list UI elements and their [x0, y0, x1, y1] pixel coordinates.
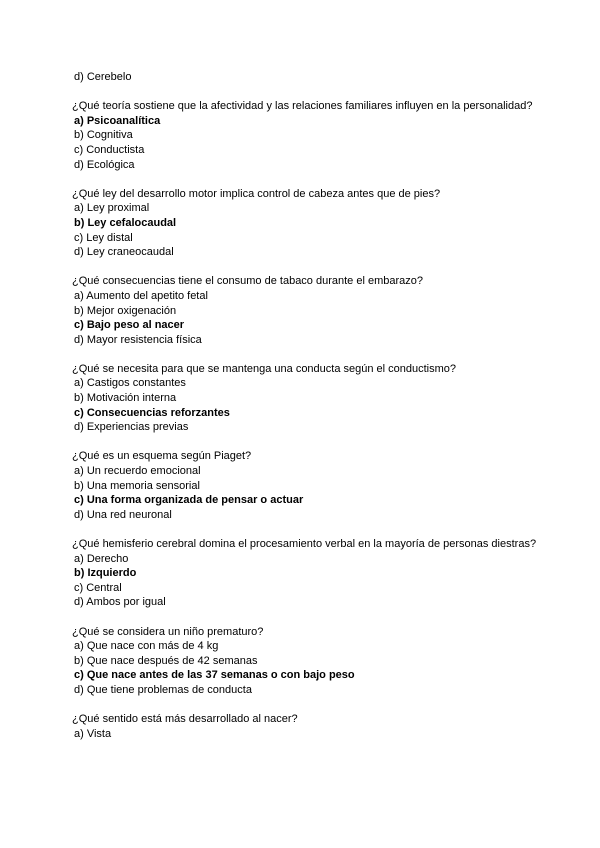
option-b: b) Que nace después de 42 semanas	[74, 654, 258, 667]
question-block-5	[72, 449, 542, 522]
option-d: d) Cerebelo	[74, 71, 132, 83]
option-a: a) Derecho	[74, 552, 129, 565]
option-b: b) Mejor oxigenación	[74, 304, 177, 317]
question-block-8	[72, 712, 542, 741]
question-list	[72, 70, 542, 741]
option-b: b) Izquierdo	[74, 567, 137, 580]
question-block-0	[72, 70, 542, 85]
question-block-2	[72, 187, 542, 260]
option-b: b) Una memoria sensorial	[74, 479, 200, 492]
option-d: d) Ambos por igual	[74, 596, 166, 609]
option-a: a) Un recuerdo emocional	[74, 465, 201, 478]
question-block-3	[72, 274, 542, 347]
option-c: c) Consecuencias reforzantes	[74, 406, 230, 419]
option-a: a) Ley proximal	[74, 202, 150, 215]
question-text: ¿Qué teoría sostiene que la afectividad y las relaciones familiares influyen en la personalidad?	[72, 100, 533, 113]
option-b: b) Motivación interna	[74, 392, 177, 405]
option-d: d) Mayor resistencia física	[74, 333, 202, 346]
option-b: b) Ley cefalocaudal	[74, 216, 177, 229]
option-d: d) Ley craneocaudal	[74, 246, 174, 259]
option-a: a) Aumento del apetito fetal	[74, 289, 208, 302]
option-d: d) Experiencias previas	[74, 421, 189, 434]
option-a: a) Psicoanalítica	[74, 114, 161, 127]
option-b: b) Cognitiva	[74, 129, 133, 142]
option-c: c) Bajo peso al nacer	[74, 319, 185, 332]
option-d: d) Una red neuronal	[74, 508, 172, 521]
option-a: a) Que nace con más de 4 kg	[74, 640, 219, 653]
question-text: ¿Qué ley del desarrollo motor implica control de cabeza antes que de pies?	[72, 187, 441, 200]
option-d: d) Ecológica	[74, 158, 135, 171]
question-block-6	[72, 537, 542, 610]
question-text: ¿Qué hemisferio cerebral domina el procesamiento verbal en la mayoría de personas diestras?	[72, 538, 537, 550]
question-block-4	[72, 362, 542, 435]
option-c: c) Central	[74, 581, 122, 594]
option-a: a) Castigos constantes	[74, 377, 186, 390]
option-c: c) Que nace antes de las 37 semanas o con bajo peso	[74, 669, 355, 682]
question-block-1	[72, 99, 542, 172]
question-text: ¿Qué se considera un niño prematuro?	[72, 625, 264, 638]
option-d: d) Que tiene problemas de conducta	[74, 683, 252, 696]
question-text: ¿Qué sentido está más desarrollado al nacer?	[72, 713, 298, 726]
option-c: c) Una forma organizada de pensar o actuar	[74, 494, 304, 507]
question-block-7	[72, 625, 542, 698]
option-c: c) Conductista	[74, 143, 145, 156]
question-text: ¿Qué se necesita para que se mantenga una conducta según el conductismo?	[72, 362, 457, 375]
question-text: ¿Qué es un esquema según Piaget?	[72, 450, 252, 463]
option-c: c) Ley distal	[74, 231, 133, 244]
option-a: a) Vista	[74, 727, 112, 740]
question-text: ¿Qué consecuencias tiene el consumo de tabaco durante el embarazo?	[72, 275, 423, 288]
